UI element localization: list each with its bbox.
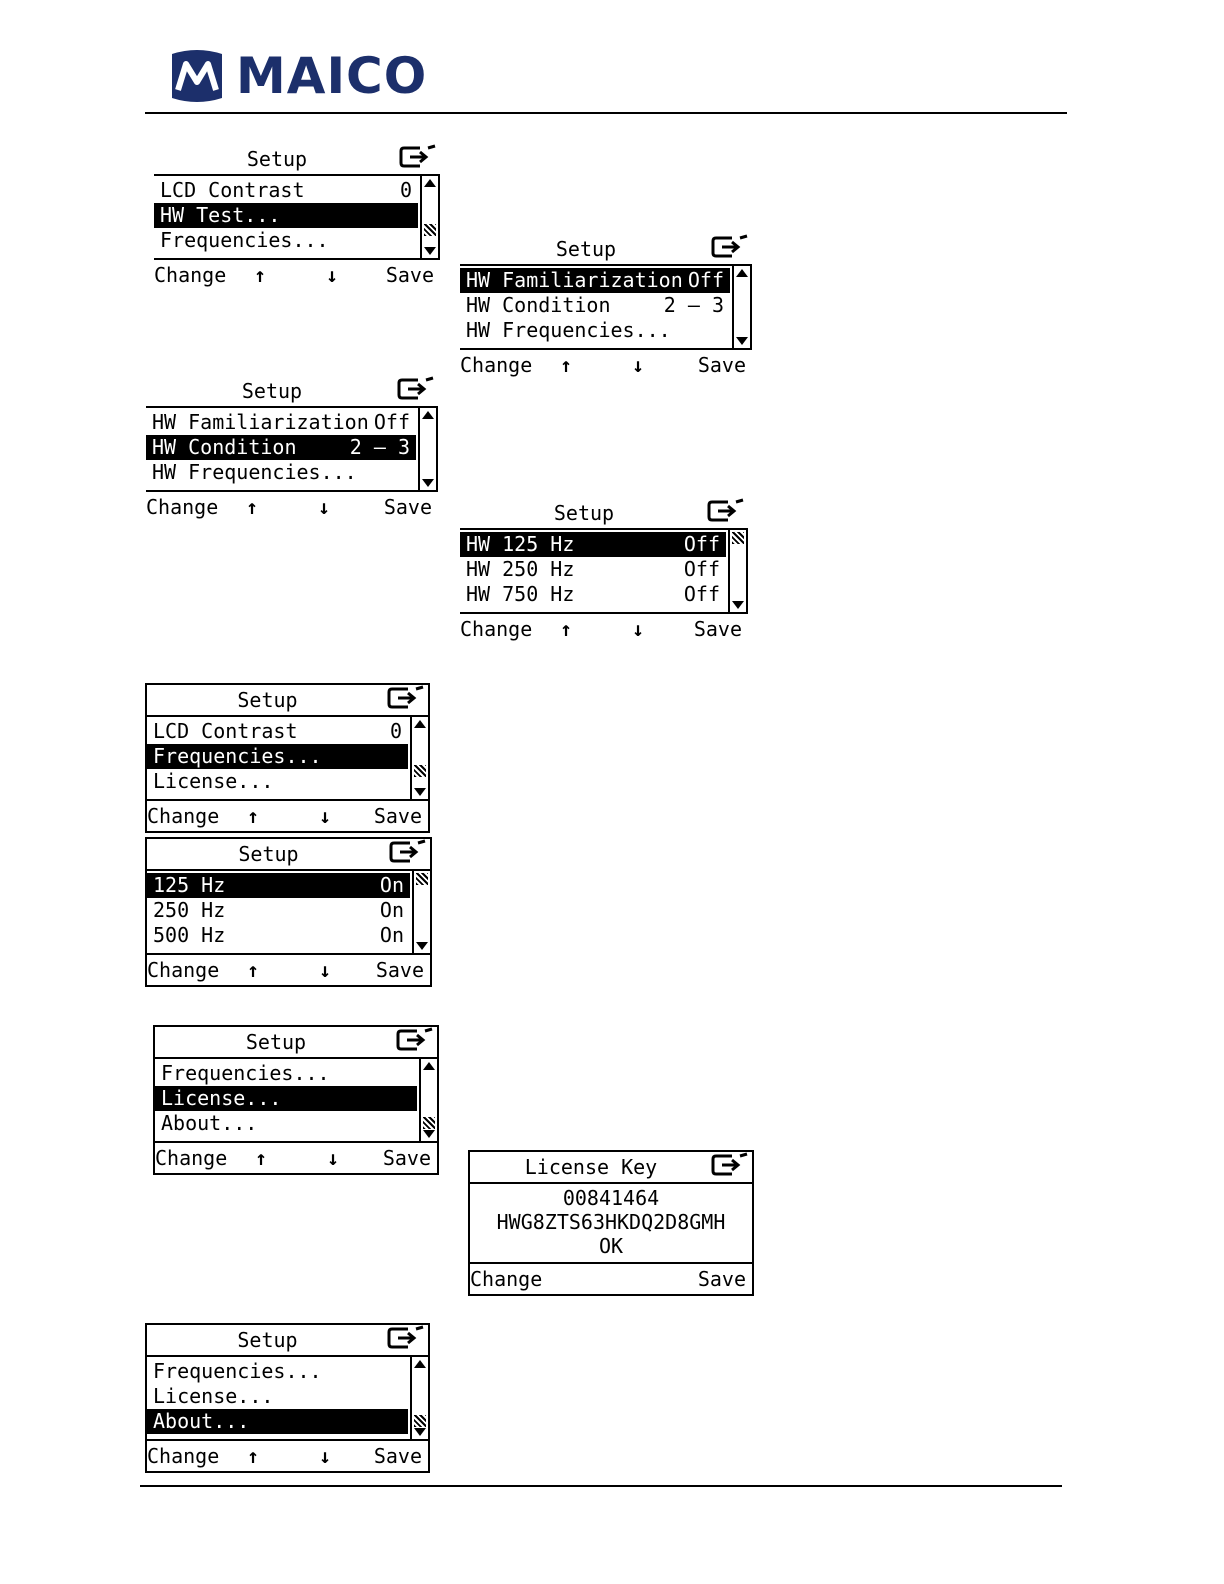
exit-door-icon: [386, 1325, 426, 1351]
down-arrow-icon[interactable]: ↓: [326, 263, 339, 287]
screen-title-bar: [147, 1325, 428, 1355]
change-softkey[interactable]: Change: [460, 353, 533, 377]
menu-item[interactable]: [147, 719, 408, 744]
down-arrow-icon[interactable]: ↓: [319, 804, 332, 828]
scrollbar[interactable]: [728, 530, 746, 612]
scroll-up-icon: [414, 720, 426, 728]
menu-item-value: On: [379, 873, 404, 897]
change-softkey[interactable]: Change: [460, 617, 533, 641]
scrollbar[interactable]: [419, 1059, 437, 1141]
maico-logo-icon: [168, 48, 226, 104]
scroll-thumb[interactable]: [424, 224, 436, 236]
save-softkey[interactable]: Save: [693, 617, 742, 641]
save-softkey[interactable]: Save: [383, 495, 432, 519]
menu-item-label: License...: [153, 769, 274, 793]
screen-title-bar: [460, 234, 752, 264]
screen-title: License Key: [524, 1155, 658, 1179]
menu-list: [147, 869, 430, 955]
up-arrow-icon[interactable]: ↑: [560, 353, 573, 377]
menu-item[interactable]: [146, 435, 416, 460]
menu-item-label: Frequencies...: [153, 744, 322, 768]
menu-item-value: Off: [683, 557, 720, 581]
menu-item[interactable]: [147, 873, 410, 898]
softkey-bar: [146, 492, 438, 522]
exit-button[interactable]: [710, 1152, 750, 1183]
scroll-down-icon: [416, 942, 428, 950]
up-arrow-icon[interactable]: ↑: [246, 495, 259, 519]
menu-item-value: Off: [687, 268, 724, 292]
brand-name: MAICO: [236, 47, 428, 105]
menu-item[interactable]: [146, 460, 416, 485]
license-key-screen: [468, 1150, 754, 1296]
exit-door-icon: [706, 498, 746, 524]
setup-screen: [145, 683, 430, 833]
save-softkey[interactable]: Save: [375, 958, 424, 982]
menu-list: [147, 715, 428, 801]
scrollbar[interactable]: [418, 408, 436, 490]
menu-item-label: Frequencies...: [161, 1061, 330, 1085]
menu-item-value: 2 – 3: [349, 435, 410, 459]
menu-item-value: Off: [683, 532, 720, 556]
down-arrow-icon[interactable]: ↓: [327, 1146, 340, 1170]
up-arrow-icon[interactable]: ↑: [560, 617, 573, 641]
menu-item[interactable]: [460, 268, 730, 293]
menu-item-label: HW Familiarization: [466, 268, 683, 292]
exit-door-icon: [388, 839, 428, 865]
scrollbar[interactable]: [410, 717, 428, 799]
menu-item[interactable]: [147, 744, 408, 769]
exit-button[interactable]: [386, 685, 426, 716]
menu-item[interactable]: [147, 923, 410, 948]
menu-item-label: HW Condition: [466, 293, 611, 317]
menu-item-label: 125 Hz: [153, 873, 226, 897]
menu-item[interactable]: [460, 557, 726, 582]
menu-item[interactable]: [147, 1409, 408, 1434]
screen-title: Setup: [245, 1030, 307, 1054]
menu-item-label: License...: [153, 1384, 274, 1408]
menu-item[interactable]: [154, 178, 418, 203]
menu-item-label: HW 125 Hz: [466, 532, 575, 556]
save-softkey[interactable]: Save: [382, 1146, 431, 1170]
save-softkey[interactable]: Save: [373, 804, 422, 828]
scroll-thumb[interactable]: [416, 873, 428, 885]
menu-item-value: 0: [399, 178, 412, 202]
change-softkey[interactable]: Change: [147, 958, 220, 982]
menu-item-label: 500 Hz: [153, 923, 226, 947]
footer-rule: [140, 1485, 1062, 1487]
menu-item-label: 250 Hz: [153, 898, 226, 922]
screen-title-bar: [155, 1027, 437, 1057]
license-info: [470, 1182, 752, 1264]
scroll-thumb[interactable]: [414, 765, 426, 777]
menu-item-label: HW Test...: [160, 203, 281, 227]
exit-door-icon: [710, 234, 750, 260]
softkey-bar: [155, 1143, 437, 1173]
menu-item[interactable]: [154, 203, 418, 228]
scroll-thumb[interactable]: [414, 1415, 426, 1427]
license-line: 00841464: [562, 1186, 660, 1210]
setup-screen: [460, 234, 752, 380]
up-arrow-icon[interactable]: ↑: [247, 958, 260, 982]
menu-item-label: Frequencies...: [160, 228, 329, 252]
menu-item-label: LCD Contrast: [153, 719, 298, 743]
scroll-up-icon: [422, 411, 434, 419]
save-softkey[interactable]: Save: [373, 1444, 422, 1468]
scroll-down-icon: [732, 601, 744, 609]
setup-screen: [154, 144, 440, 290]
exit-button[interactable]: [395, 1027, 435, 1058]
softkey-bar: [147, 1441, 428, 1471]
softkey-bar: [147, 801, 428, 831]
scrollbar[interactable]: [410, 1357, 428, 1439]
header-rule: [145, 112, 1067, 114]
scrollbar[interactable]: [732, 266, 750, 348]
change-softkey[interactable]: Change: [154, 263, 227, 287]
menu-item-label: HW Familiarization: [152, 410, 369, 434]
menu-item-label: HW 250 Hz: [466, 557, 575, 581]
screen-title-bar: [146, 376, 438, 406]
exit-button[interactable]: [388, 839, 428, 870]
screen-title: Setup: [237, 1328, 298, 1352]
menu-list: [155, 1057, 437, 1143]
menu-item[interactable]: [460, 318, 730, 343]
exit-button[interactable]: [706, 498, 746, 529]
menu-item-label: LCD Contrast: [160, 178, 305, 202]
up-arrow-icon[interactable]: ↑: [254, 263, 267, 287]
license-line: OK: [598, 1234, 624, 1258]
menu-item-label: HW 750 Hz: [466, 582, 575, 606]
change-softkey[interactable]: Change: [470, 1267, 543, 1291]
menu-item[interactable]: [146, 410, 416, 435]
save-softkey[interactable]: Save: [697, 1267, 746, 1291]
scroll-down-icon: [423, 1130, 435, 1138]
screen-title: Setup: [237, 688, 298, 712]
exit-button[interactable]: [386, 1325, 426, 1356]
setup-screen: [460, 498, 748, 644]
menu-item[interactable]: [155, 1086, 417, 1111]
screen-title: Setup: [241, 379, 303, 403]
screen-title-bar: [147, 685, 428, 715]
change-softkey[interactable]: Change: [147, 804, 220, 828]
down-arrow-icon[interactable]: ↓: [632, 353, 645, 377]
exit-door-icon: [710, 1152, 750, 1178]
setup-screen: [145, 1323, 430, 1473]
change-softkey[interactable]: Change: [146, 495, 219, 519]
menu-item[interactable]: [155, 1061, 417, 1086]
menu-item-label: Frequencies...: [153, 1359, 322, 1383]
menu-list: [154, 174, 440, 260]
exit-door-icon: [398, 144, 438, 170]
down-arrow-icon[interactable]: ↓: [318, 495, 331, 519]
menu-item[interactable]: [147, 1384, 408, 1409]
softkey-bar: [154, 260, 440, 290]
screen-title: Setup: [553, 501, 615, 525]
menu-item[interactable]: [155, 1111, 417, 1136]
exit-door-icon: [395, 1027, 435, 1053]
scroll-up-icon: [424, 179, 436, 187]
menu-item-label: HW Condition: [152, 435, 297, 459]
screen-title-bar: [460, 498, 748, 528]
menu-item-label: About...: [161, 1111, 258, 1135]
softkey-bar: [460, 614, 748, 644]
scroll-down-icon: [736, 337, 748, 345]
menu-item-value: On: [379, 898, 404, 922]
menu-item-label: HW Frequencies...: [152, 460, 357, 484]
menu-item-label: HW Frequencies...: [466, 318, 671, 342]
up-arrow-icon[interactable]: ↑: [255, 1146, 268, 1170]
down-arrow-icon[interactable]: ↓: [319, 1444, 332, 1468]
menu-item[interactable]: [460, 293, 730, 318]
screen-title-bar: [147, 839, 430, 869]
scroll-down-icon: [414, 1428, 426, 1436]
menu-list: [147, 1355, 428, 1441]
scroll-up-icon: [423, 1062, 435, 1070]
screen-title-bar: [154, 144, 440, 174]
menu-item-value: On: [379, 923, 404, 947]
scrollbar[interactable]: [420, 176, 438, 258]
scroll-up-icon: [414, 1360, 426, 1368]
menu-item-value: 0: [389, 719, 402, 743]
scroll-thumb[interactable]: [423, 1117, 435, 1129]
exit-button[interactable]: [398, 144, 438, 175]
scroll-up-icon: [736, 269, 748, 277]
exit-door-icon: [396, 376, 436, 402]
up-arrow-icon[interactable]: ↑: [247, 804, 260, 828]
maico-logo: [168, 46, 427, 106]
down-arrow-icon[interactable]: ↓: [319, 958, 332, 982]
menu-item-value: Off: [683, 582, 720, 606]
setup-screen: [145, 837, 432, 987]
down-arrow-icon[interactable]: ↓: [632, 617, 645, 641]
menu-item[interactable]: [147, 898, 410, 923]
license-line: HWG8ZTS63HKDQ2D8GMH: [496, 1210, 726, 1234]
menu-list: [146, 406, 438, 492]
menu-list: [460, 264, 752, 350]
menu-item[interactable]: [154, 228, 418, 253]
exit-button[interactable]: [396, 376, 436, 407]
screen-title: Setup: [238, 842, 299, 866]
menu-item-value: Off: [373, 410, 410, 434]
menu-list: [460, 528, 748, 614]
menu-item[interactable]: [460, 532, 726, 557]
scrollbar[interactable]: [412, 871, 430, 953]
exit-door-icon: [386, 685, 426, 711]
menu-item[interactable]: [147, 769, 408, 794]
change-softkey[interactable]: Change: [147, 1444, 220, 1468]
scroll-thumb[interactable]: [732, 532, 744, 544]
screen-title-bar: [470, 1152, 752, 1182]
scroll-down-icon: [422, 479, 434, 487]
change-softkey[interactable]: Change: [155, 1146, 228, 1170]
menu-item[interactable]: [460, 582, 726, 607]
save-softkey[interactable]: Save: [697, 353, 746, 377]
save-softkey[interactable]: Save: [385, 263, 434, 287]
softkey-bar: [147, 955, 430, 985]
scroll-down-icon: [424, 247, 436, 255]
menu-item-label: About...: [153, 1409, 250, 1433]
screen-title: Setup: [555, 237, 617, 261]
softkey-bar: [470, 1264, 752, 1294]
scroll-down-icon: [414, 788, 426, 796]
setup-screen: [153, 1025, 439, 1175]
menu-item-value: 2 – 3: [663, 293, 724, 317]
menu-item-label: License...: [161, 1086, 282, 1110]
menu-item[interactable]: [147, 1359, 408, 1384]
setup-screen: [146, 376, 438, 522]
up-arrow-icon[interactable]: ↑: [247, 1444, 260, 1468]
exit-button[interactable]: [710, 234, 750, 265]
softkey-bar: [460, 350, 752, 380]
screen-title: Setup: [246, 147, 308, 171]
